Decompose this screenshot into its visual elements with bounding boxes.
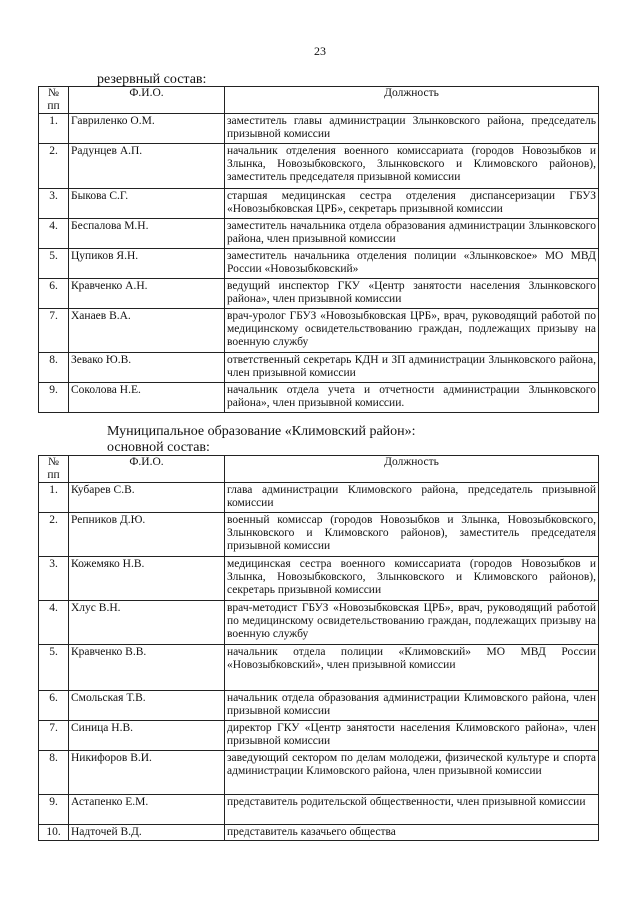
row-number: 2. — [39, 144, 69, 189]
person-name: Кубарев С.В. — [69, 483, 225, 513]
row-number: 5. — [39, 645, 69, 691]
table-row — [39, 114, 599, 144]
person-position: ответственный секретарь КДН и ЗП администрации Злынковского района, член призывной комиссии — [225, 353, 599, 383]
table-row — [39, 383, 599, 413]
row-number: 4. — [39, 601, 69, 645]
table-row — [39, 601, 599, 645]
column-header-name: Ф.И.О. — [69, 456, 225, 483]
person-position: начальник отдела полиции «Климовский» МО МВД России «Новозыбковский», член призывной комиссии — [225, 645, 599, 691]
person-name: Радунцев А.П. — [69, 144, 225, 189]
table-row — [39, 249, 599, 279]
row-number: 2. — [39, 513, 69, 557]
row-number: 1. — [39, 483, 69, 513]
page-number: 23 — [314, 44, 326, 58]
column-header-num: № пп — [39, 87, 69, 114]
person-position: заместитель начальника отдела образования администрации Злынковского района, член призывной комиссии — [225, 219, 599, 249]
row-number: 10. — [39, 825, 69, 841]
person-name: Кравченко В.В. — [69, 645, 225, 691]
table-row — [39, 483, 599, 513]
person-position: заместитель начальника отделения полиции «Злынковское» МО МВД России «Новозыбковский» — [225, 249, 599, 279]
person-position: представитель казачьего общества — [225, 825, 599, 841]
table-header-row — [39, 87, 599, 114]
table-row — [39, 189, 599, 219]
person-name: Цупиков Я.Н. — [69, 249, 225, 279]
person-name: Никифоров В.И. — [69, 751, 225, 795]
main-composition-table — [38, 455, 599, 841]
table-row — [39, 825, 599, 841]
row-number: 6. — [39, 691, 69, 721]
table-row — [39, 353, 599, 383]
row-number: 3. — [39, 557, 69, 601]
reserve-section-title: резервный состав: — [97, 72, 207, 87]
table-row — [39, 309, 599, 353]
row-number: 5. — [39, 249, 69, 279]
row-number: 3. — [39, 189, 69, 219]
person-position: военный комиссар (городов Новозыбков и Злынка, Новозыбковского, Злынковского и Климовского районов), заместитель председателя призывной комиссии — [225, 513, 599, 557]
table-header-row — [39, 456, 599, 483]
person-name: Зевако Ю.В. — [69, 353, 225, 383]
person-position: начальник отделения военного комиссариата (городов Новозыбков и Злынка, Новозыбковского, Злынковского и Климовского районов), заместитель председателя призывной комиссии — [225, 144, 599, 189]
column-header-position: Должность — [225, 456, 599, 483]
person-position: представитель родительской общественности, член призывной комиссии — [225, 795, 599, 825]
person-name: Ханаев В.А. — [69, 309, 225, 353]
person-position: ведущий инспектор ГКУ «Центр занятости населения Злынковского района», член призывной комиссии — [225, 279, 599, 309]
row-number: 7. — [39, 721, 69, 751]
reserve-composition-table — [38, 86, 599, 413]
table-row — [39, 721, 599, 751]
person-name: Беспалова М.Н. — [69, 219, 225, 249]
row-number: 8. — [39, 353, 69, 383]
person-position: заместитель главы администрации Злынковского района, председатель призывной комиссии — [225, 114, 599, 144]
table-row — [39, 557, 599, 601]
person-name: Соколова Н.Е. — [69, 383, 225, 413]
table-row — [39, 751, 599, 795]
main-section-title: основной состав: — [107, 440, 210, 455]
person-position: старшая медицинская сестра отделения диспансеризации ГБУЗ «Новозыбковская ЦРБ», секретарь призывной комиссии — [225, 189, 599, 219]
person-name: Кравченко А.Н. — [69, 279, 225, 309]
table-row — [39, 691, 599, 721]
table-row — [39, 513, 599, 557]
person-position: врач-методист ГБУЗ «Новозыбковская ЦРБ», врач, руководящий работой по медицинскому освидетельствованию граждан, подлежащих призыву на военную службу — [225, 601, 599, 645]
row-number: 1. — [39, 114, 69, 144]
row-number: 7. — [39, 309, 69, 353]
person-position: заведующий сектором по делам молодежи, физической культуре и спорта администрации Климовского района, член призывной комиссии — [225, 751, 599, 795]
person-position: медицинская сестра военного комиссариата (городов Новозыбков и Злынка, Новозыбковского, Злынковского и Климовского районов), секретарь призывной комиссии — [225, 557, 599, 601]
row-number: 6. — [39, 279, 69, 309]
person-name: Синица Н.В. — [69, 721, 225, 751]
person-position: глава администрации Климовского района, председатель призывной комиссии — [225, 483, 599, 513]
municipality-title: Муниципальное образование «Климовский район»: — [107, 424, 416, 439]
row-number: 9. — [39, 795, 69, 825]
person-name: Астапенко Е.М. — [69, 795, 225, 825]
person-position: врач-уролог ГБУЗ «Новозыбковская ЦРБ», врач, руководящий работой по медицинскому освидетельствованию граждан, подлежащих призыву на военную службу — [225, 309, 599, 353]
row-number: 4. — [39, 219, 69, 249]
column-header-position: Должность — [225, 87, 599, 114]
table-row — [39, 795, 599, 825]
row-number: 9. — [39, 383, 69, 413]
table-row — [39, 279, 599, 309]
person-position: директор ГКУ «Центр занятости населения Климовского района», член призывной комиссии — [225, 721, 599, 751]
person-name: Хлус В.Н. — [69, 601, 225, 645]
row-number: 8. — [39, 751, 69, 795]
person-name: Быкова С.Г. — [69, 189, 225, 219]
person-position: начальник отдела образования администрации Климовского района, член призывной комиссии — [225, 691, 599, 721]
table-row — [39, 144, 599, 189]
column-header-name: Ф.И.О. — [69, 87, 225, 114]
person-name: Смольская Т.В. — [69, 691, 225, 721]
person-name: Репников Д.Ю. — [69, 513, 225, 557]
person-name: Гавриленко О.М. — [69, 114, 225, 144]
person-name: Кожемяко Н.В. — [69, 557, 225, 601]
table-row — [39, 645, 599, 691]
person-name: Надточей В.Д. — [69, 825, 225, 841]
person-position: начальник отдела учета и отчетности администрации Злынковского района», член призывной комиссии. — [225, 383, 599, 413]
table-row — [39, 219, 599, 249]
column-header-num: № пп — [39, 456, 69, 483]
